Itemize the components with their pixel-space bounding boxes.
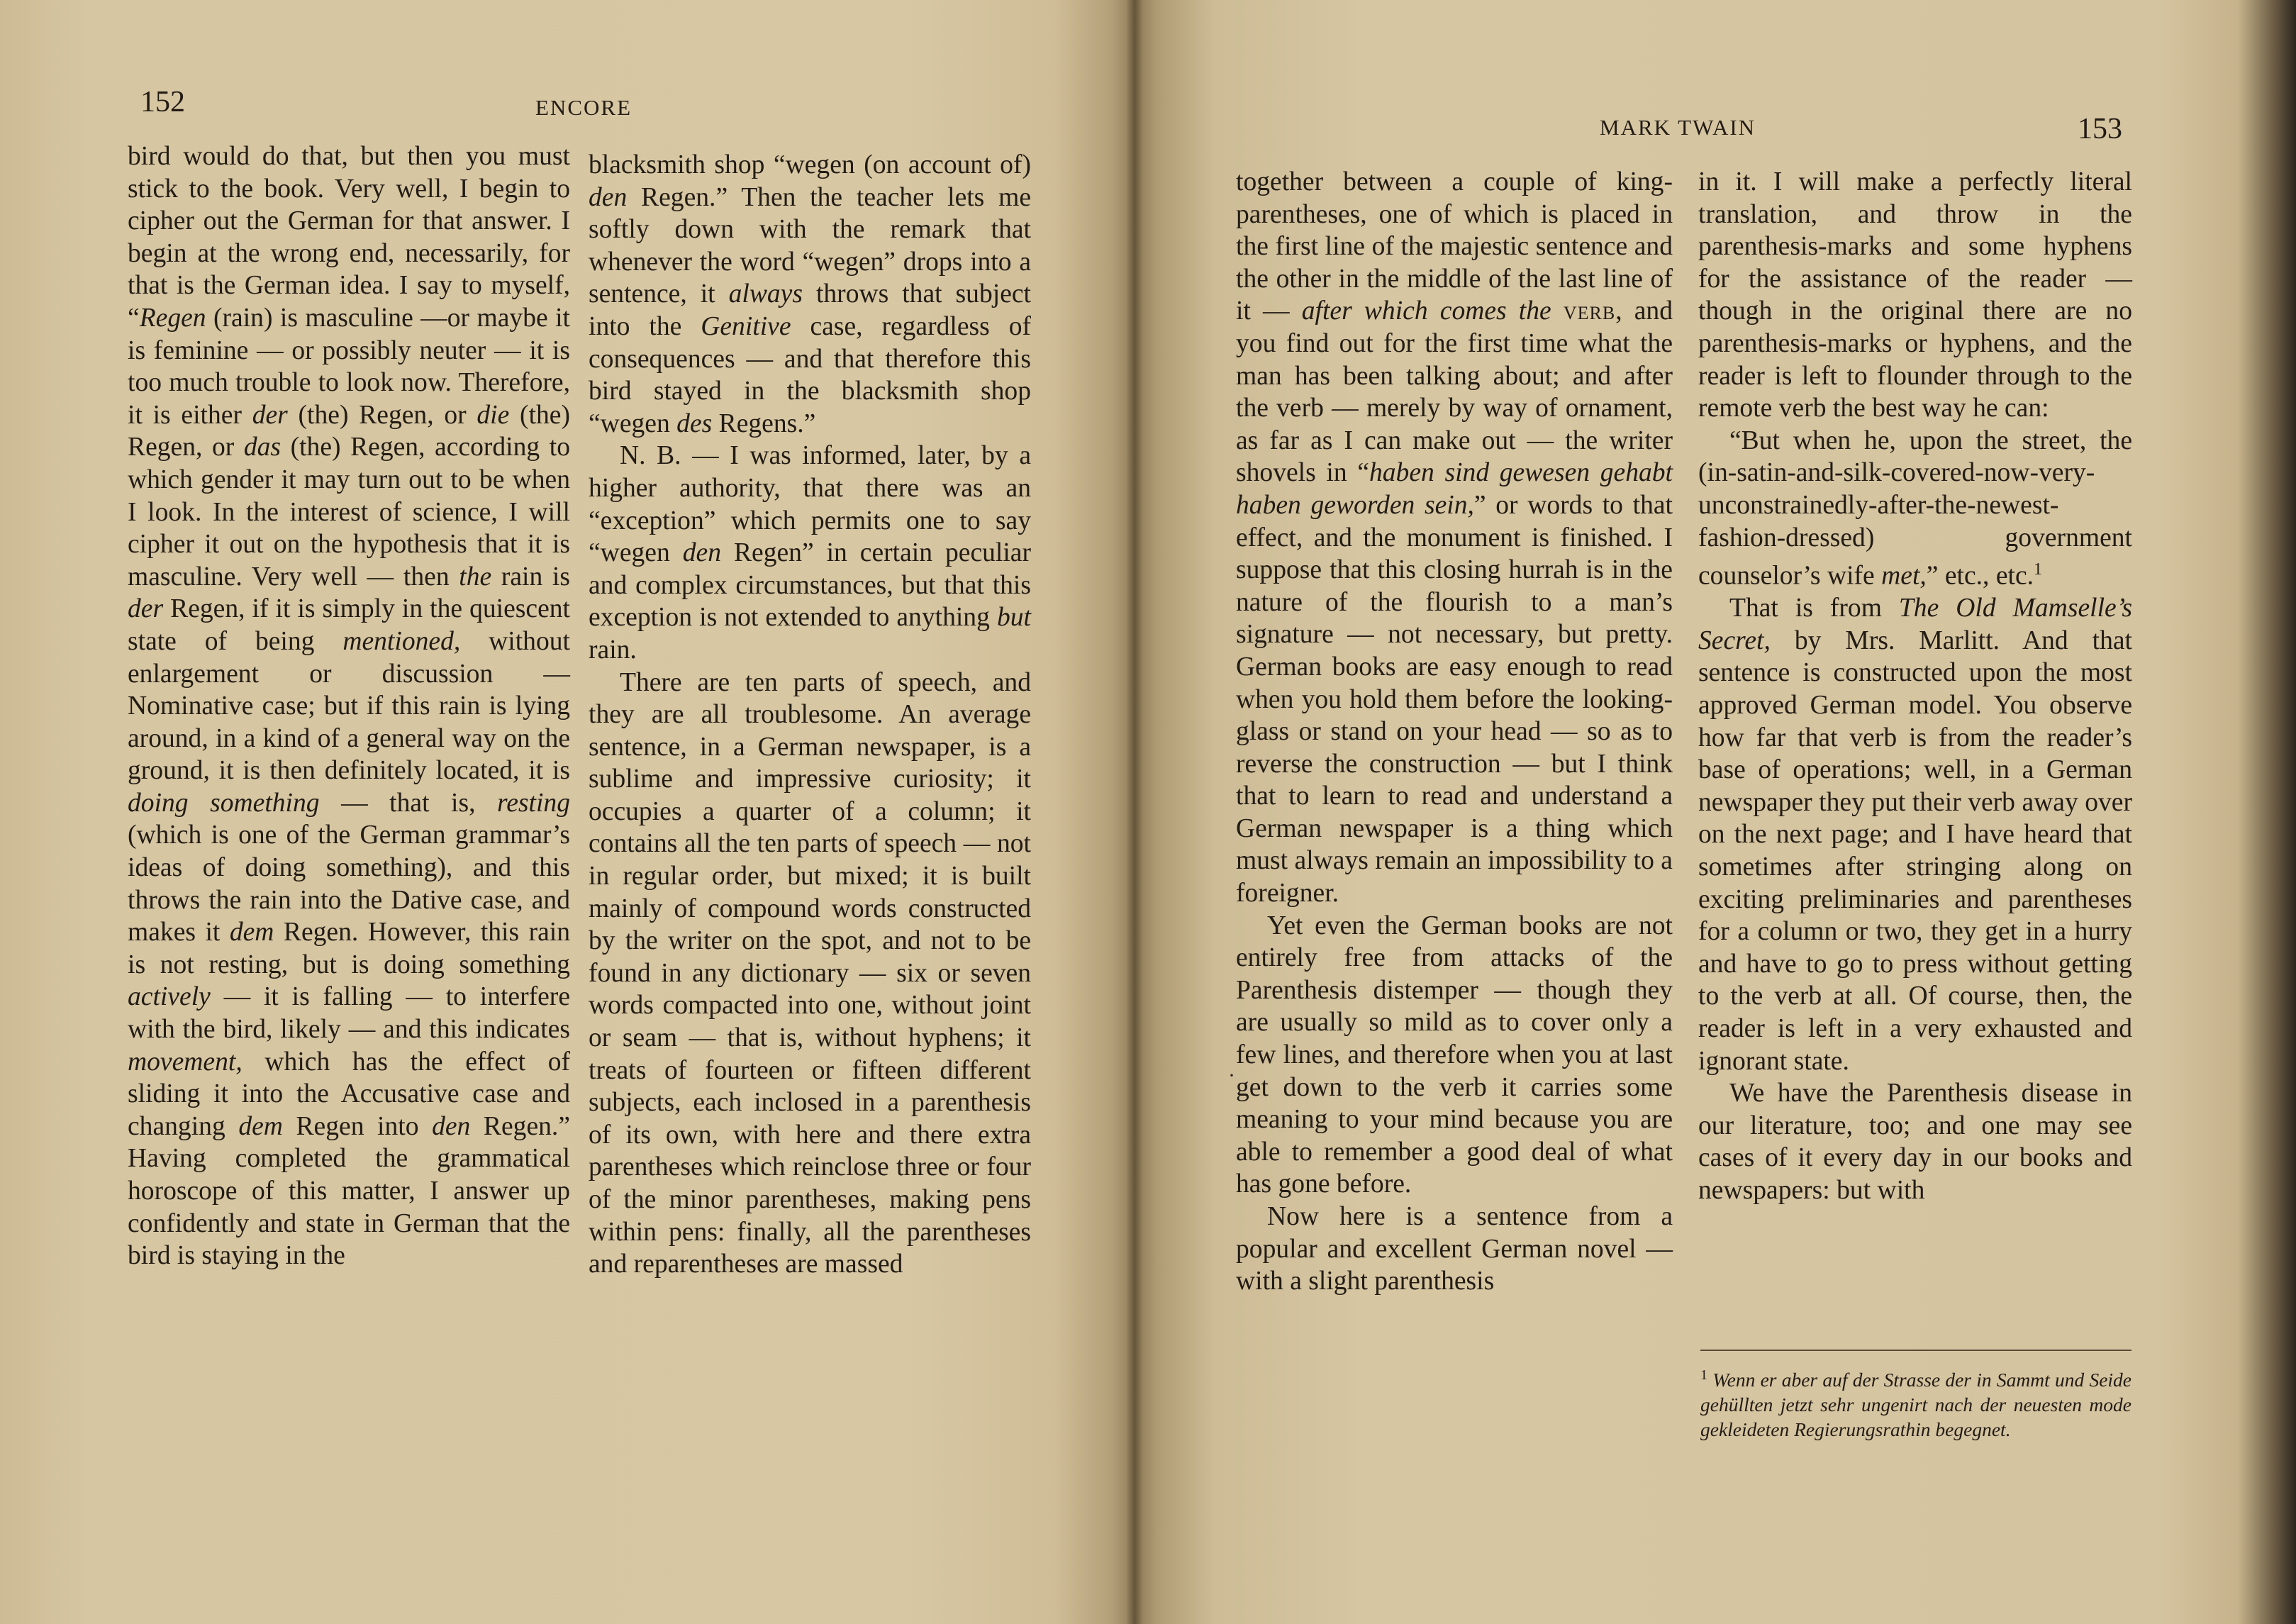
book-gutter (1126, 0, 1143, 1624)
italic-run: den (432, 1111, 471, 1141)
footnote-marker: 1 (1700, 1367, 1707, 1383)
text-run: case, regardless of consequences — and that therefore this bird stayed in the blacksmith shop “wegen (589, 311, 1031, 438)
text-run: Yet even the German books are not entirely free from attacks of the Parenthesis distemper — though they are usually so mild as to cover only a few lines, and therefore when you at last get down to the verb it carries some meaning to your mind because you are able to remember a good deal of what has gone before. (1236, 911, 1673, 1199)
paragraph (589, 149, 1031, 440)
running-head-left: ENCORE (535, 95, 632, 120)
italic-run: met, (1881, 561, 1927, 591)
text-run: (the) Regen, or (287, 400, 477, 430)
text-run: — that is, (319, 788, 497, 818)
text-run: , and you find out for the first time what the man has been talking about; and after the verb — merely by way of ornament, as far as I can make out — the writer shovels in “ (1236, 296, 1673, 488)
italic-run: den (589, 182, 628, 212)
text-run: ” etc., etc. (1926, 561, 2034, 591)
paragraph (589, 667, 1031, 1281)
italic-run: movement, (128, 1047, 243, 1077)
italic-run: Genitive (701, 311, 791, 341)
italic-run: resting (497, 788, 570, 818)
italic-run: always (728, 279, 803, 309)
right-page (1135, 0, 2296, 1624)
italic-run: mentioned, (342, 626, 461, 656)
footnote (1700, 1363, 2131, 1442)
italic-run: the (459, 562, 492, 591)
right-page-column-1 (1236, 166, 1673, 1298)
text-run: throws that subject into the (589, 279, 1031, 341)
text-run: together between a couple of king-parentheses, one of which is placed in the first line of the majestic sentence and the other in the middle of the last line of it — (1236, 167, 1673, 326)
text-run: Regen.” Then the teacher lets me softly down with the remark that whenever the word “wegen” drops into a sentence, it (589, 182, 1031, 309)
text-run: (which is one of the German grammar’s ideas of doing something), and this throws the rain into the Dative case, and makes it (128, 821, 570, 947)
footnote-rule (1700, 1350, 2131, 1351)
paragraph (589, 440, 1031, 666)
text-run: There are ten parts of speech, and they are all troublesome. An average sentence, in a German newspaper, is a sublime and impressive curiosity; it occupies a quarter of a column; it contains all the ten parts of speech — not in regular order, but mixed; it is built mainly of compound words constructed by the writer on the spot, and not to be found in any dictionary — six or seven words compacted into one, without joint or seam — that is, without hyphens; it treats of fourteen or fifteen different subjects, each inclosed in a parenthesis of its own, with here and there extra parentheses which reinclose three or four of the minor parentheses, making pens within pens: finally, all the parentheses and reparentheses are massed (589, 667, 1031, 1279)
italic-run: after which comes the (1301, 296, 1551, 326)
text-run: in it. I will make a perfectly literal translation, and throw in the parenthesis-marks and some hyphens for the assistance of the reader — though in the original there are no parenthesis-marks or hyphens, and the reader is left to flounder through to the remote verb the best way he can: (1698, 167, 2132, 423)
italic-run: but (996, 603, 1031, 633)
italic-run: dem (238, 1111, 283, 1141)
text-run: “But when he, upon the street, the (in-satin-and-silk-covered-now-very-unconstrainedly-after-the-newest-fashion-dressed) government counselor’s wife (1698, 426, 2132, 591)
ink-speck: · (1228, 1064, 1235, 1087)
text-run: — it is falling — to interfere with the bird, likely — and this indicates (128, 982, 570, 1045)
page-number-left: 152 (140, 86, 185, 118)
footnote-text: Wenn er aber auf der Strasse der in Sammt und Seide gehüllten jetzt sehr ungenirt nach der neuesten mode gekleideten Regierungsrathin begegnet. (1700, 1369, 2132, 1441)
paragraph (1698, 166, 2132, 425)
italic-run: actively (128, 982, 211, 1012)
paragraph (1236, 910, 1673, 1201)
text-run: Regens.” (712, 408, 816, 438)
text-run: without enlargement or discussion — Nominative case; but if this rain is lying around, in a kind of a general way on the ground, it is then definitely located, it is (128, 626, 570, 786)
right-page-column-2 (1698, 166, 2132, 1207)
small-caps-run: verb (1563, 296, 1616, 326)
text-run: rain. (589, 635, 637, 664)
paragraph (1698, 592, 2132, 1077)
text-run: Regen.” Having completed the grammatical horoscope of this matter, I answer up confidently and state in German that the bird is staying in the (128, 1111, 570, 1271)
text-run: (rain) is masculine —or maybe it is feminine — or possibly neuter — it is too much trouble to look now. Therefore, it is either (128, 303, 570, 430)
text-run: Regen. However, this rain is not resting, but is doing something (128, 918, 570, 979)
text-run: We have the Parenthesis disease in our literature, too; and one may see cases of it every day in our books and newspapers: but with (1698, 1079, 2132, 1205)
italic-run: The Old Mamselle’s Secret, (1698, 594, 2132, 655)
text-run: blacksmith shop “wegen (on account of) (589, 150, 1031, 179)
italic-run: die (477, 400, 510, 430)
paragraph (1236, 1201, 1673, 1298)
paragraph (1698, 425, 2132, 593)
text-run: by Mrs. Marlitt. And that sentence is constructed upon the most approved German model. You observe how far that verb is from the reader’s base of operations; well, in a German newspaper they put their verb away over on the next page; and I have heard that sometimes after stringing along on exciting preliminaries and parentheses for a column or two, they get in a hurry and have to go to press without getting to the verb at all. Of course, then, the reader is left in a very exhausted and ignorant state. (1698, 625, 2132, 1076)
paragraph (1236, 166, 1673, 910)
italic-run: haben sind gewesen gehabt haben geworden sein, (1236, 458, 1673, 520)
text-run: which has the effect of sliding it into the Accusative case and changing (128, 1047, 570, 1141)
page-number-right: 153 (2078, 113, 2122, 145)
italic-run: das (243, 433, 282, 462)
italic-run: dem (229, 918, 274, 947)
text-run: (the) Regen, or (128, 400, 570, 462)
footnote-reference: 1 (2034, 560, 2043, 579)
text-run: bird would do that, but then you must stick to the book. Very well, I begin to cipher out the German for that answer. I begin at the wrong end, necessarily, for that is the German idea. I say to myself, “ (128, 142, 570, 333)
text-run: Now here is a sentence from a popular and excellent German novel — with a slight parenthesis (1236, 1202, 1673, 1296)
text-run: That is from (1729, 594, 1899, 623)
italic-run: der (252, 400, 288, 430)
text-run: (the) Regen, according to which gender it may turn out to be when I look. In the interest of science, I will cipher it out on the hypothesis that it is masculine. Very well — then (128, 433, 570, 591)
paragraph (128, 140, 570, 1272)
italic-run: des (676, 408, 713, 438)
italic-run: Regen (139, 303, 206, 333)
text-run: Regen into (282, 1111, 433, 1141)
text-run: N. B. — I was informed, later, by a higher authority, that there was an “exception” which permits one to say “wegen (589, 441, 1031, 568)
left-page (0, 0, 1135, 1624)
italic-run: der (128, 594, 164, 624)
running-head-right: MARK TWAIN (1600, 115, 1756, 140)
left-page-column-2 (589, 149, 1031, 1281)
text-run: Regen, if it is simply in the quiescent state of being (128, 594, 570, 656)
paragraph (1698, 1077, 2132, 1206)
text-run: ” or words to that effect, and the monument is finished. I suppose that this closing hurrah is in the nature of the flourish to a man’s signature — not necessary, but pretty. German books are easy enough to read when you hold them before the looking-glass or stand on your head — so as to reverse the construction — but I think that to learn to read and understand a German newspaper is a thing which must always remain an impossibility to a foreigner. (1236, 490, 1673, 908)
text-run: Regen” in certain peculiar and complex circumstances, but that this exception is not extended to anything (589, 538, 1032, 633)
text-run: rain is (491, 562, 571, 591)
italic-run: den (682, 538, 721, 568)
italic-run: doing something (128, 788, 320, 818)
text-run (1551, 296, 1564, 326)
left-page-column-1 (128, 140, 570, 1272)
